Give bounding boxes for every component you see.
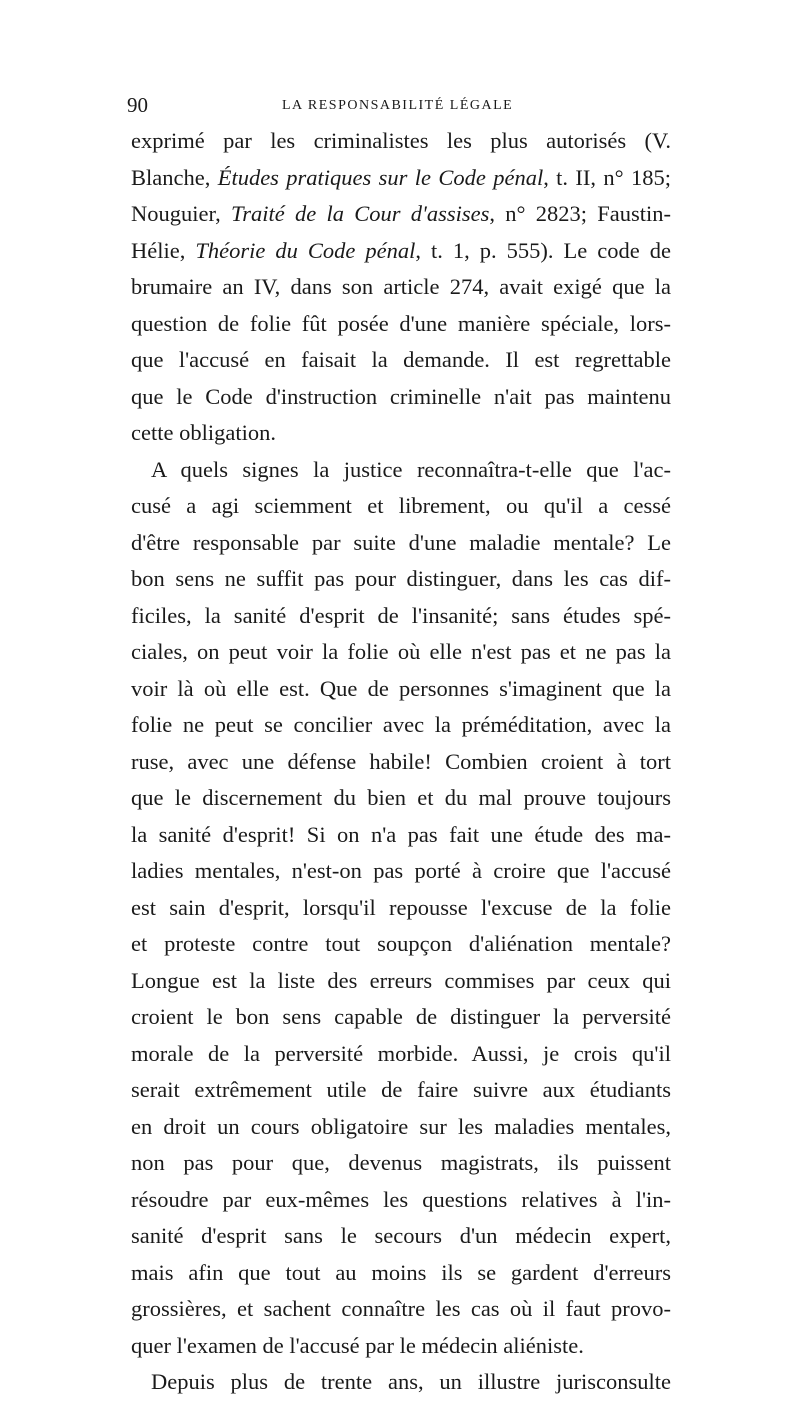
italic-citation: Études pratiques sur le Code pénal [217,164,544,190]
text-line [131,1072,671,1109]
text-line [131,525,671,562]
text-segment: Hélie, [131,237,196,263]
text-line [131,415,671,452]
text-line [131,233,671,270]
page-header [127,93,672,117]
text-line [131,671,671,708]
text-segment: en droit un cours obligatoire sur les maladies mentales, [131,1113,671,1139]
text-segment: que le Code d'instruction criminelle n'ait pas maintenu [131,383,671,409]
text-segment: quer l'examen de l'accusé par le médecin aliéniste. [131,1332,584,1358]
text-segment: , t. 1, p. 555). Le code de [415,237,671,263]
text-segment: , n° 2823; Faustin- [489,201,671,226]
text-segment: morale de la perversité morbide. Aussi, je crois qu'il [131,1040,671,1066]
text-line [131,379,671,416]
text-segment: bon sens ne suffit pas pour distinguer, dans les cas dif- [131,566,671,591]
text-line [131,306,671,343]
text-line [131,817,671,854]
text-line [131,963,671,1000]
text-line [131,926,671,963]
text-segment: ruse, avec une défense habile! Combien croient à tort [131,748,671,774]
text-segment: ficiles, la sanité d'esprit de l'insanité; sans études spé- [131,602,671,628]
text-segment: brumaire an IV, dans son article 274, avait exigé que la [131,274,671,299]
text-segment: exprimé par les criminalistes les plus autorisés (V. [131,128,671,153]
text-segment: folie ne peut se concilier avec la préméditation, avec la [131,712,671,737]
text-line [131,634,671,671]
text-line [131,780,671,817]
text-line [131,744,671,781]
text-segment: Longue est la liste des erreurs commises par ceux qui [131,967,671,993]
text-segment: , t. II, n° 185; [543,164,671,190]
text-line [131,123,671,160]
text-segment: résoudre par eux-mêmes les questions relatives à l'in- [131,1186,671,1212]
running-head: LA RESPONSABILITÉ LÉGALE [282,98,514,113]
text-segment: ciales, on peut voir la folie où elle n'est pas et ne pas la [131,639,671,664]
text-line [131,1182,671,1219]
text-line [131,488,671,525]
text-line [131,853,671,890]
text-segment: voir là où elle est. Que de personnes s'imaginent que la [131,675,671,701]
body-text [131,123,671,1401]
text-segment: d'être responsable par suite d'une maladie mentale? Le [131,529,671,555]
text-segment: cusé a agi sciemment et librement, ou qu'il a cessé [131,493,671,518]
text-line [131,890,671,927]
text-line [131,342,671,379]
text-line [131,1328,671,1365]
text-segment: croient le bon sens capable de distinguer la perversité [131,1004,671,1029]
text-line [131,160,671,197]
text-line [131,561,671,598]
text-segment: serait extrêmement utile de faire suivre aux étudiants [131,1077,671,1102]
text-line [131,1145,671,1182]
text-segment: non pas pour que, devenus magistrats, ils puissent [131,1150,671,1175]
text-segment: ladies mentales, n'est-on pas porté à croire que l'accusé [131,858,671,883]
text-line [131,1255,671,1292]
text-segment: mais afin que tout au moins ils se gardent d'erreurs [131,1259,671,1285]
text-segment: Blanche, [131,164,218,190]
text-line [131,1291,671,1328]
text-line [131,999,671,1036]
text-line [131,1364,671,1401]
text-line [131,1036,671,1073]
text-segment: est sain d'esprit, lorsqu'il repousse l'excuse de la folie [131,894,671,920]
text-segment: la sanité d'esprit! Si on n'a pas fait une étude des ma- [131,821,671,847]
text-line [131,196,671,233]
page-number: 90 [127,93,148,117]
text-segment: grossières, et sachent connaître les cas où il faut provo- [131,1296,671,1321]
text-segment: que l'accusé en faisait la demande. Il est regrettable [131,347,671,372]
text-line [131,452,671,489]
text-line [131,1218,671,1255]
text-line [131,269,671,306]
text-segment: que le discernement du bien et du mal prouve toujours [131,785,671,810]
text-line [131,1109,671,1146]
italic-citation: Traité de la Cour d'assises [230,201,490,226]
text-segment: Depuis plus de trente ans, un illustre jurisconsulte [151,1369,671,1394]
italic-citation: Théorie du Code pénal [195,237,416,263]
text-segment: cette obligation. [131,420,276,445]
text-segment: et proteste contre tout soupçon d'aliénation mentale? [131,931,671,956]
text-line [131,707,671,744]
text-line [131,598,671,635]
text-segment: A quels signes la justice reconnaîtra-t-elle que l'ac- [151,456,671,482]
text-segment: Nouguier, [131,201,231,226]
text-segment: sanité d'esprit sans le secours d'un médecin expert, [131,1223,671,1248]
text-segment: question de folie fût posée d'une manière spéciale, lors- [131,310,671,336]
